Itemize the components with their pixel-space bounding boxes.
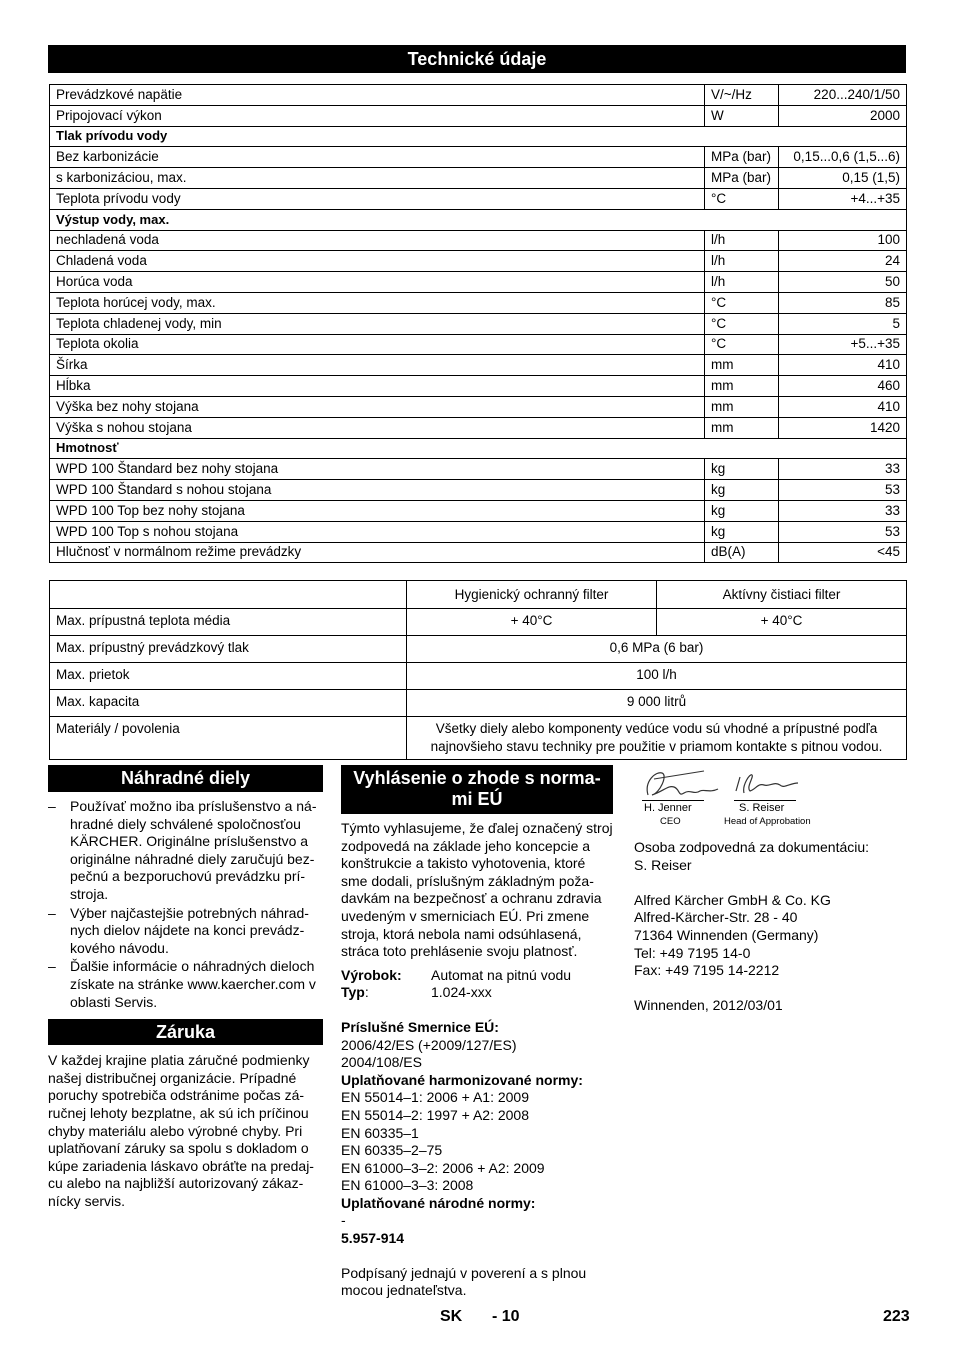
product-label: Výrobok: (341, 966, 402, 983)
directive-item: 2004/108/ES (341, 1054, 422, 1071)
spec-label: Výška bez nohy stojana (50, 396, 705, 417)
directives-label: Príslušné Smernice EÚ: (341, 1018, 499, 1035)
spec-value: 220...240/1/50 (779, 85, 907, 106)
spec-unit: °C (705, 188, 779, 209)
spec-unit: kg (705, 500, 779, 521)
spare-parts-title: Náhradné diely (48, 765, 323, 792)
filter-label: Max. prípustný prevádzkový tlak (50, 636, 407, 663)
national-label: Uplatňované národné normy: (341, 1194, 536, 1211)
table-row (50, 690, 907, 717)
spec-unit: mm (705, 376, 779, 397)
table-row (50, 663, 907, 690)
national-value: - (341, 1212, 346, 1229)
spec-group-label: Hmotnosť (50, 438, 907, 459)
filter-value: Všetky diely alebo komponenty vedúce vodu sú vhodné a prípustné podľa najnovšieho stavu techniky pre použitie v priamom kontakte s pitnou vodou. (407, 717, 907, 760)
table-row (50, 500, 907, 521)
spec-label: WPD 100 Top s nohou stojana (50, 521, 705, 542)
table-row (50, 609, 907, 636)
signer-1-name: H. Jenner (644, 802, 692, 814)
table-row (50, 376, 907, 397)
spare-parts-list (48, 798, 323, 1011)
spec-label: Teplota okolia (50, 334, 705, 355)
spec-value: 0,15 (1,5) (779, 168, 907, 189)
standard-item: EN 60335–1 (341, 1124, 419, 1141)
spec-value: 410 (779, 355, 907, 376)
standard-item: EN 61000–3–3: 2008 (341, 1177, 474, 1194)
spec-value: 50 (779, 272, 907, 293)
table-row (50, 480, 907, 501)
table-row (50, 396, 907, 417)
spec-label: WPD 100 Štandard s nohou stojana (50, 480, 705, 501)
standard-item: EN 61000–3–2: 2006 + A2: 2009 (341, 1159, 545, 1176)
filter-header-cell: Hygienický ochranný filter (407, 581, 657, 609)
spec-value: <45 (779, 542, 907, 563)
spec-value: 100 (779, 230, 907, 251)
signer-1-title: CEO (660, 816, 681, 827)
spec-unit: l/h (705, 272, 779, 293)
doc-responsible-label: Osoba zodpovedná za dokumentáciu: (634, 839, 870, 855)
spec-unit: °C (705, 313, 779, 334)
type-label: Typ (341, 984, 365, 1001)
spec-label: Chladená voda (50, 251, 705, 272)
signer-2-title: Head of Approbation (724, 816, 811, 827)
spec-value: 460 (779, 376, 907, 397)
footer-page-number: 223 (883, 1308, 910, 1325)
spec-label: Šírka (50, 355, 705, 376)
issue-date: Winnenden, 2012/03/01 (634, 997, 783, 1014)
filter-label: Max. prípustná teplota média (50, 609, 407, 636)
spec-label: Prevádzkové napätie (50, 85, 705, 106)
spec-unit: MPa (bar) (705, 168, 779, 189)
spec-value: +4...+35 (779, 188, 907, 209)
product-block (341, 967, 613, 1002)
table-row (50, 105, 907, 126)
directive-item: 2006/42/ES (+2009/127/ES) (341, 1036, 517, 1053)
directives-block (341, 1019, 613, 1248)
table-header-row (50, 581, 907, 609)
spec-value: 53 (779, 521, 907, 542)
product-value: Automat na pitnú vodu (431, 966, 572, 983)
signature-line (642, 800, 704, 801)
spec-label: WPD 100 Štandard bez nohy stojana (50, 459, 705, 480)
table-row (50, 188, 907, 209)
spec-value: 33 (779, 459, 907, 480)
table-row (50, 542, 907, 563)
right-column (634, 839, 909, 1015)
spec-label: Teplota prívodu vody (50, 188, 705, 209)
filter-value: + 40°C (657, 609, 907, 636)
spec-group-row (50, 126, 907, 147)
filter-label: Max. prietok (50, 663, 407, 690)
table-row (50, 717, 907, 760)
type-colon: : (364, 984, 369, 1001)
spec-value: 85 (779, 292, 907, 313)
table-row (50, 521, 907, 542)
spec-value: 24 (779, 251, 907, 272)
declaration-title: Vyhlásenie o zhode s norma-mi EÚ (341, 765, 613, 814)
filter-value: 9 000 litrů (407, 690, 907, 717)
spec-group-row (50, 209, 907, 230)
standard-item: EN 55014–2: 1997 + A2: 2008 (341, 1106, 529, 1123)
list-item: – Výber najčastejšie potrebných náhrad-nych dielov nájdete na konci prevádz-kového návodu. (48, 905, 323, 958)
table-row (50, 272, 907, 293)
table-row (50, 355, 907, 376)
table-row (50, 147, 907, 168)
spec-unit: W (705, 105, 779, 126)
spec-label: Hĺbka (50, 376, 705, 397)
warranty-title: Záruka (48, 1019, 323, 1045)
doc-responsible-person: S. Reiser (634, 856, 692, 873)
signer-2-name: S. Reiser (739, 802, 785, 814)
spec-value: 410 (779, 396, 907, 417)
footer-local-page: - 10 (492, 1308, 520, 1325)
table-row (50, 230, 907, 251)
table-row (50, 85, 907, 106)
left-column (48, 765, 323, 1210)
filter-value: 0,6 MPa (6 bar) (407, 636, 907, 663)
spec-value: 0,15...0,6 (1,5...6) (779, 147, 907, 168)
spec-unit: dB(A) (705, 542, 779, 563)
signature-block (634, 765, 834, 829)
type-value: 1.024-xxx (431, 984, 492, 1001)
spec-group-label: Výstup vody, max. (50, 209, 907, 230)
table-row (50, 417, 907, 438)
company-tel: Tel: +49 7195 14-0 (634, 944, 751, 961)
spec-label: Hlučnosť v normálnom režime prevádzky (50, 542, 705, 563)
spec-label: Teplota horúcej vody, max. (50, 292, 705, 313)
signature-line (734, 800, 796, 801)
filter-label: Max. kapacita (50, 690, 407, 717)
filter-header-cell (50, 581, 407, 609)
spec-label: Teplota chladenej vody, min (50, 313, 705, 334)
table-row (50, 459, 907, 480)
company-street: Alfred-Kärcher-Str. 28 - 40 (634, 909, 798, 926)
spec-label: Pripojovací výkon (50, 105, 705, 126)
filter-label: Materiály / povolenia (50, 717, 407, 760)
spec-value: +5...+35 (779, 334, 907, 355)
standard-item: EN 60335–2–75 (341, 1142, 443, 1159)
spec-unit: mm (705, 396, 779, 417)
standard-item: EN 55014–1: 2006 + A1: 2009 (341, 1089, 529, 1106)
list-item: – Používať možno iba príslušenstvo a ná-hradné diely schválené spoločnosťou KÄRCHER. Originálne príslušenstvo a originálne náhradné diely zaručujú bez-pečnú a bezporuchovú prevádzku prí-stroja. (48, 798, 323, 904)
middle-column (341, 765, 613, 1300)
spec-unit: °C (705, 334, 779, 355)
declaration-closing: Podpísaný jednajú v poverení a s plnou mocou jednateľstva. (341, 1264, 587, 1299)
signature-image (634, 765, 834, 805)
spec-value: 33 (779, 500, 907, 521)
spec-unit: l/h (705, 230, 779, 251)
table-row (50, 313, 907, 334)
harmonized-label: Uplatňované harmonizované normy: (341, 1071, 583, 1088)
footer-lang: SK (440, 1308, 463, 1325)
spec-unit: °C (705, 292, 779, 313)
spec-value: 2000 (779, 105, 907, 126)
table-row (50, 292, 907, 313)
table-row (50, 334, 907, 355)
spec-group-row (50, 438, 907, 459)
spec-unit: MPa (bar) (705, 147, 779, 168)
spec-unit: mm (705, 417, 779, 438)
table-row (50, 251, 907, 272)
spec-label: Bez karbonizácie (50, 147, 705, 168)
spec-unit: kg (705, 459, 779, 480)
table-row (50, 636, 907, 663)
spec-label: WPD 100 Top bez nohy stojana (50, 500, 705, 521)
spec-group-label: Tlak prívodu vody (50, 126, 907, 147)
spec-unit: mm (705, 355, 779, 376)
filter-header-cell: Aktívny čistiaci filter (657, 581, 907, 609)
list-item: – Ďalšie informácie o náhradných dieloch získate na stránke www.kaercher.com v oblasti Servis. (48, 958, 323, 1011)
spec-unit: kg (705, 480, 779, 501)
filter-value: 100 l/h (407, 663, 907, 690)
spec-value: 5 (779, 313, 907, 334)
spec-label: Horúca voda (50, 272, 705, 293)
spec-unit: l/h (705, 251, 779, 272)
spec-label: nechladená voda (50, 230, 705, 251)
spec-table (49, 84, 907, 563)
spec-value: 1420 (779, 417, 907, 438)
page-title: Technické údaje (48, 45, 906, 73)
spec-unit: V/~/Hz (705, 85, 779, 106)
table-row (50, 168, 907, 189)
spec-label: s karbonizáciou, max. (50, 168, 705, 189)
doc-number: 5.957-914 (341, 1230, 405, 1247)
company-name: Alfred Kärcher GmbH & Co. KG (634, 891, 831, 908)
company-fax: Fax: +49 7195 14-2212 (634, 962, 780, 979)
filter-table (49, 580, 907, 760)
warranty-text: V každej krajine platia záručné podmienky našej distribučnej organizácie. Prípadné poruchy spotrebiča odstránime počas zá-ručnej lehoty bezplatne, ak sú ich príčinou chyby materiálu alebo výrobné chyby. Pri uplatňovaní záruky sa spolu s dokladom o kúpe zariadenia láskavo obráťte na predaj-cu alebo na najbližší autorizovaný zákaz-nícky servis. (48, 1052, 314, 1209)
filter-value: + 40°C (407, 609, 657, 636)
spec-label: Výška s nohou stojana (50, 417, 705, 438)
spec-value: 53 (779, 480, 907, 501)
declaration-intro: Týmto vyhlasujeme, že ďalej označený stroj zodpovedá na základe jeho koncepcie a konštrukcie a takisto vyhotovenia, ktoré sme dodali, príslušným základným poža-davkám na bezpečnosť a ochranu zdravia uvedeným v smerniciach EÚ. Pri zmene stroja, ktorá nebola nami odsúhlasená, stráca toto prehlásenie svoju platnosť. (341, 820, 613, 960)
spec-unit: kg (705, 521, 779, 542)
company-city: 71364 Winnenden (Germany) (634, 926, 819, 943)
